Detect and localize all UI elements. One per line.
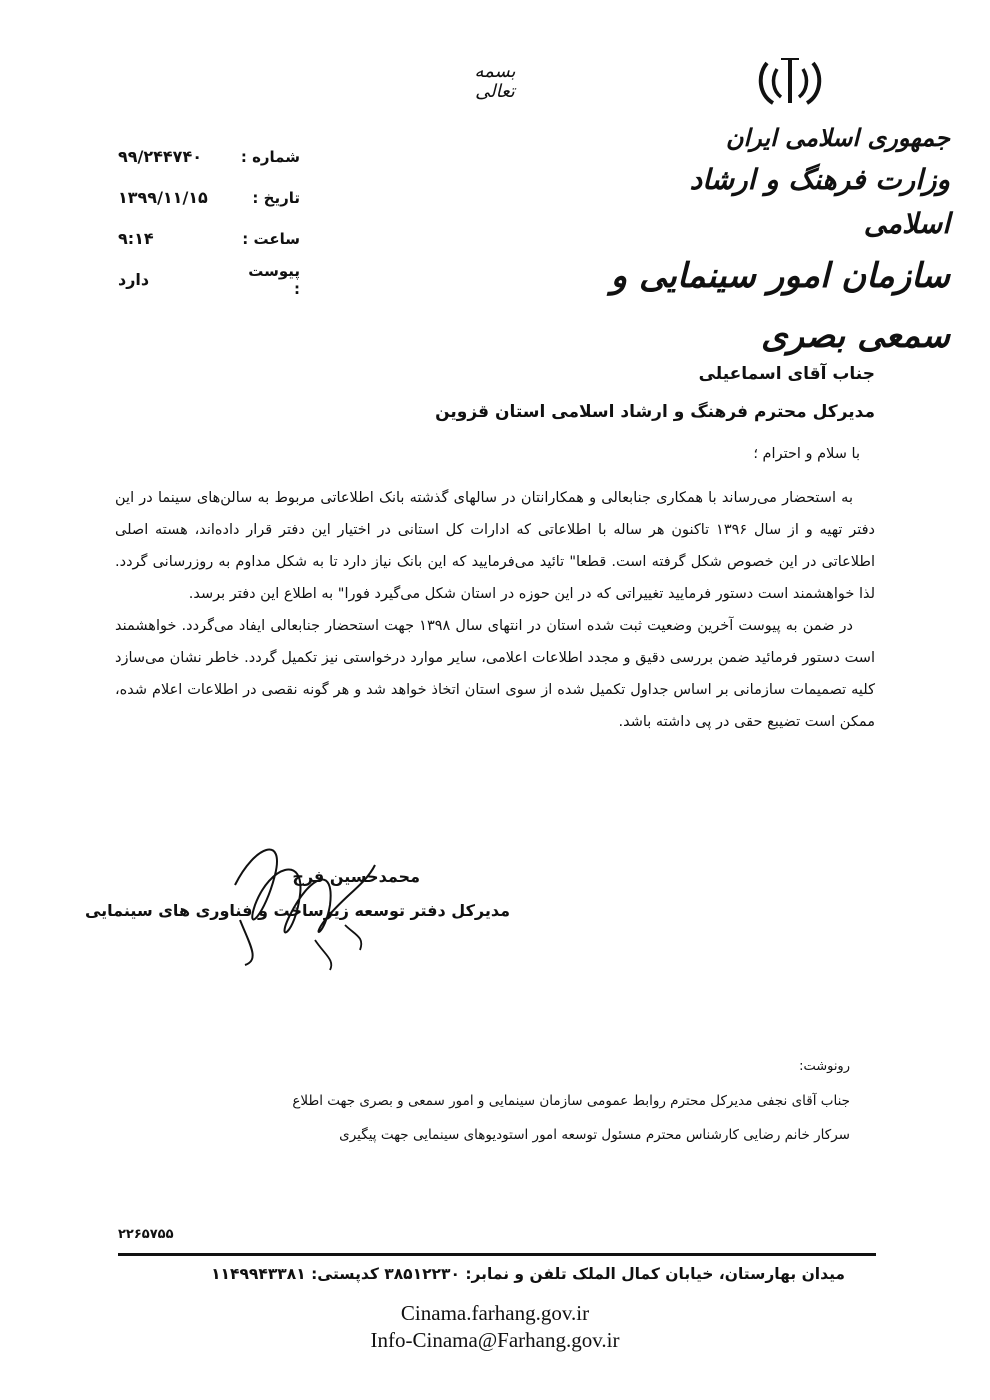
org-line-1: جمهوری اسلامی ایران xyxy=(725,123,950,152)
signer-name: محمدحسین فرج xyxy=(292,867,420,886)
org-line-3: سازمان امور سینمایی و سمعی بصری xyxy=(610,256,950,356)
addressee xyxy=(430,355,875,431)
signer-title: مدیرکل دفتر توسعه زیرساخت و فناوری های سینمایی xyxy=(84,901,510,920)
letter-body xyxy=(115,482,875,738)
meta-value: ۹:۱۴ xyxy=(118,229,154,248)
meta-label: شماره : xyxy=(240,147,300,166)
meta-value: دارد xyxy=(118,270,150,289)
footer-address: میدان بهارستان، خیابان کمال الملک تلفن و نمابر: ۳۸۵۱۲۲۳۰ کدپستی: ۱۱۴۹۹۴۳۳۸۱ xyxy=(211,1265,845,1283)
cc-title: رونوشت: xyxy=(799,1059,850,1074)
meta-value: ۱۳۹۹/۱۱/۱۵ xyxy=(118,188,208,207)
meta-date xyxy=(110,177,300,218)
cc-list xyxy=(220,1050,850,1152)
org-line-2: وزارت فرهنگ و ارشاد اسلامی xyxy=(689,163,950,240)
meta-value: ۹۹/۲۴۴۷۴۰ xyxy=(118,147,202,166)
addressee-title: مدیرکل محترم فرهنگ و ارشاد اسلامی استان قزوین xyxy=(435,402,875,422)
meta-time xyxy=(110,218,300,259)
signature-block xyxy=(70,860,510,928)
meta-attachment xyxy=(110,259,300,300)
iran-emblem-icon xyxy=(755,55,825,110)
meta-label: پیوست : xyxy=(248,261,300,298)
cc-line-1: جناب آقای نجفی مدیرکل محترم روابط عمومی سازمان سینمایی و امور سمعی و بصری جهت اطلاع xyxy=(292,1093,850,1109)
greeting: با سلام و احترام ؛ xyxy=(753,446,860,462)
body-paragraph-1: به استحضار می‌رساند با همکاری جنابعالی و همکارانتان در سالهای گذشته بانک اطلاعاتی مربوط به سالن‌های سینما در این دفتر تهیه و از سال ۱۳۹۶ تاکنون هر ساله با اطلاعاتی که ادارات کل استانی در اختیار این دفتر قرار داده‌اند، هسته اصلی اطلاعاتی در این خصوص شکل گرفته است. قطعا" تائید می‌فرمایید که این بانک نیاز دارد تا به شکل مداوم به روزرسانی گردد. لذا خواهشمند است دستور فرمایید تغییراتی که در این حوزه در استان شکل می‌گیرد فورا" به اطلاع این دفتر برسد. xyxy=(115,490,875,602)
organization-header xyxy=(600,118,950,366)
besmeh-handwriting: بسمه تعالی xyxy=(474,61,516,102)
cc-line-2: سرکار خانم رضایی کارشناس محترم مسئول توسعه امور استودیوهای سینمایی جهت پیگیری xyxy=(339,1127,850,1143)
meta-label: ساعت : xyxy=(242,229,300,248)
email-link[interactable]: Info-Cinama@Farhang.gov.ir xyxy=(370,1328,620,1352)
letter-meta xyxy=(110,136,300,300)
footer-divider xyxy=(118,1253,876,1256)
body-paragraph-2: در ضمن به پیوست آخرین وضعیت ثبت شده استان در انتهای سال ۱۳۹۸ جهت استحضار جنابعالی ایفاد می‌گردد. خواهشمند است دستور فرمائید ضمن بررسی دقیق و مجدد اطلاعات اعلامی، سایر موارد درخواستی نیز تکمیل گردد. خاطر نشان می‌سازد کلیه تصمیمات سازمانی بر اساس جداول تکمیل شده از سوی استان اتخاذ خواهد شد و هر گونه نقصی در اطلاعات اعلام شده، ممکن است تضیبع حقی در پی داشته باشد. xyxy=(115,618,875,730)
meta-number xyxy=(110,136,300,177)
website-link[interactable]: Cinama.farhang.gov.ir xyxy=(400,1301,590,1325)
footer-contacts xyxy=(300,1300,690,1354)
reference-number: ۲۲۶۵۷۵۵ xyxy=(118,1227,174,1242)
addressee-name: جناب آقای اسماعیلی xyxy=(698,364,875,384)
meta-label: تاریخ : xyxy=(252,188,300,207)
